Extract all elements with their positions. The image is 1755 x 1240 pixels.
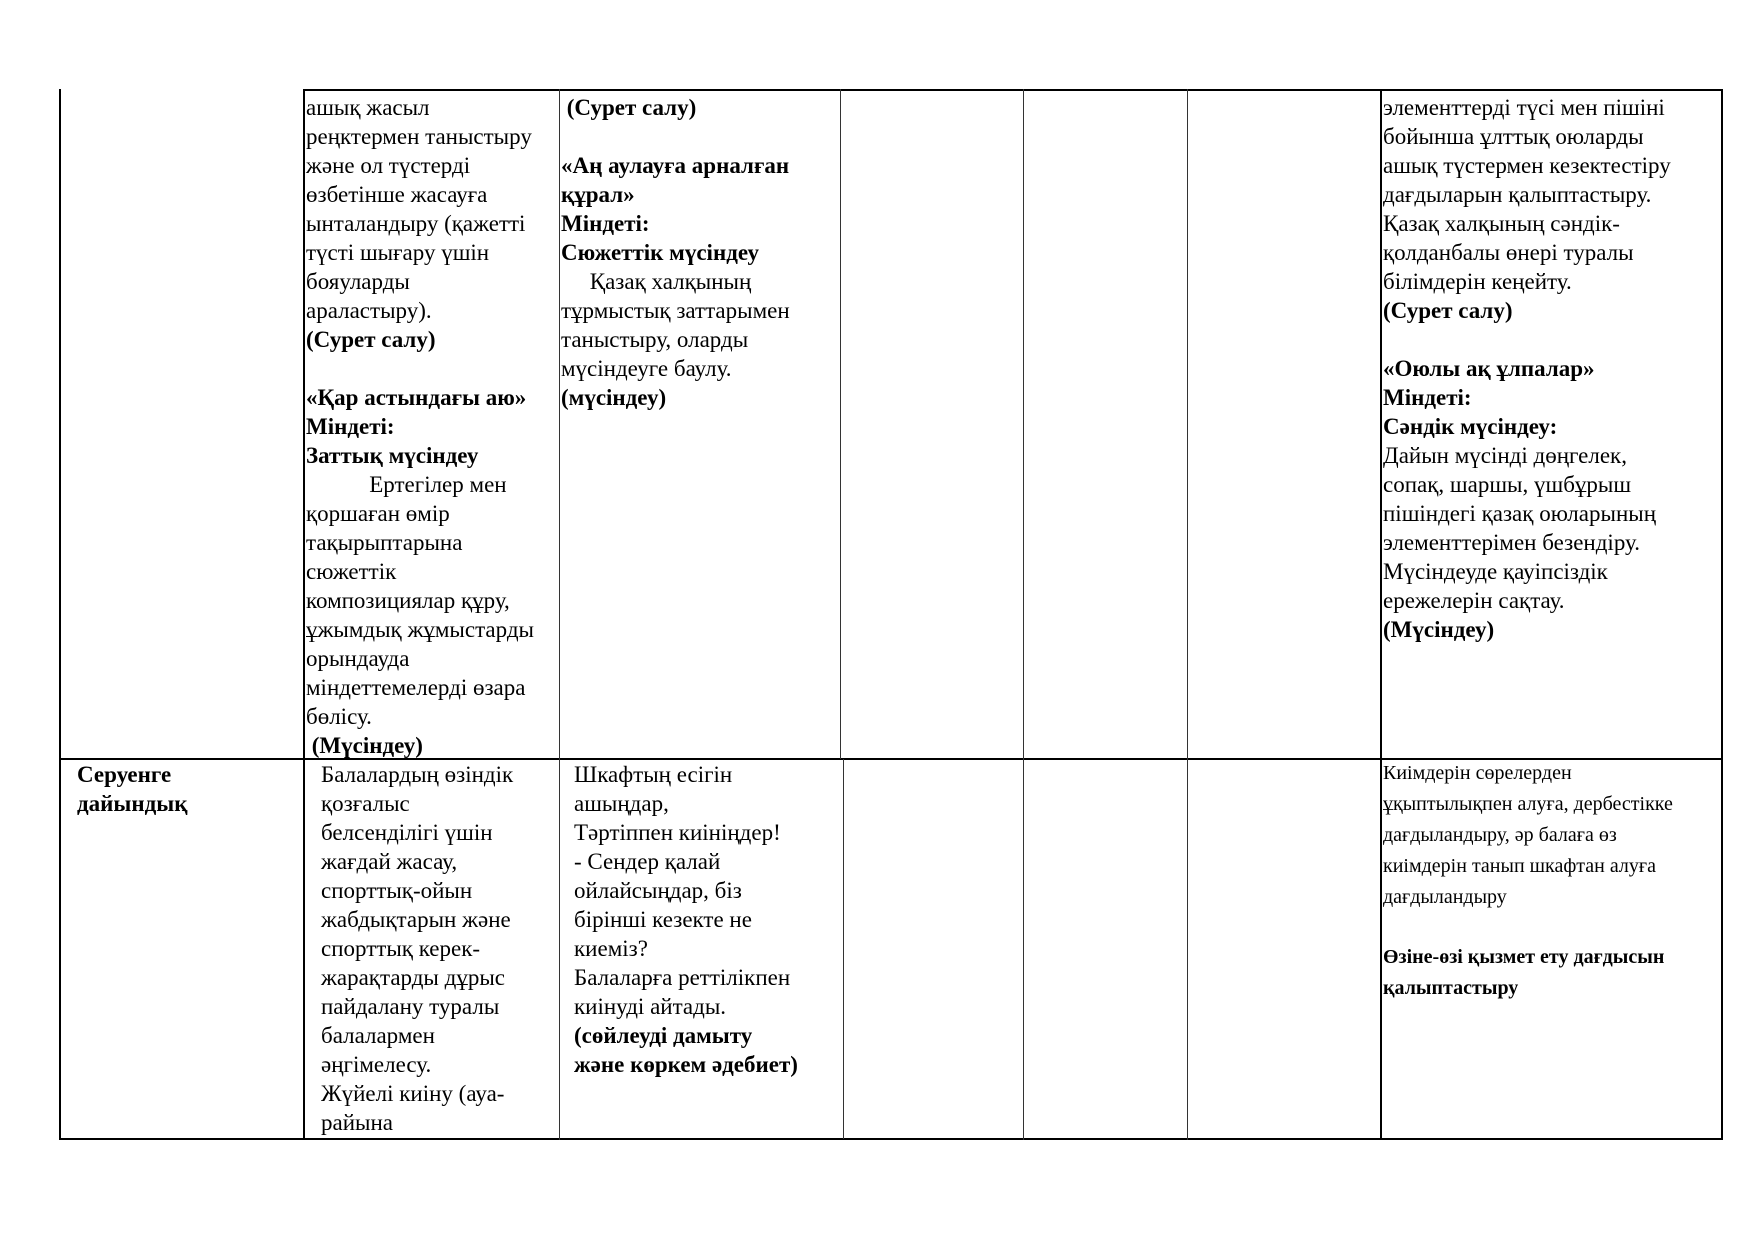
- text-line: өзбетінше жасауға: [306, 182, 488, 207]
- text-line: (Сурет салу): [1383, 298, 1513, 323]
- text-line: райына: [321, 1110, 393, 1135]
- text-line: Сәндік мүсіндеу:: [1383, 414, 1558, 439]
- text-line: (Сурет салу): [561, 95, 697, 120]
- text-line: Заттық мүсіндеу: [306, 443, 479, 468]
- text-line: Сюжеттік мүсіндеу: [561, 240, 759, 265]
- text-line: Тәртіппен киініңдер!: [574, 820, 781, 845]
- row2-col1-cell: [77, 760, 301, 818]
- text-line: бірінші кезекте не: [574, 907, 752, 932]
- text-line: қолданбалы өнері туралы: [1383, 240, 1634, 265]
- text-line: міндеттемелерді өзара: [306, 675, 526, 700]
- text-line: реңктермен таныстыру: [306, 124, 532, 149]
- text-line: қоршаған өмір: [306, 501, 450, 526]
- text-line: элементтерді түсі мен пішіні: [1383, 95, 1665, 120]
- text-line: Киімдерін сөрелерден: [1383, 762, 1572, 784]
- table-top-border: [303, 89, 1723, 91]
- text-line: пайдалану туралы: [321, 994, 500, 1019]
- text-line: ұжымдық жұмыстарды: [306, 617, 534, 642]
- text-line: қозғалыс: [321, 791, 410, 816]
- text-line: және ол түстерді: [306, 153, 471, 178]
- text-line: Қазақ халқының: [561, 269, 752, 294]
- text-line: жарақтарды дұрыс: [321, 965, 505, 990]
- text-line: дайындық: [77, 791, 188, 816]
- text-line: сюжеттік: [306, 559, 397, 584]
- text-line: [1383, 325, 1719, 354]
- row1-col3-cell: [561, 93, 839, 412]
- text-line: Ертегілер мен: [306, 472, 507, 497]
- text-line: Балаларға реттілікпен: [574, 965, 791, 990]
- text-line: (мүсіндеу): [561, 385, 667, 410]
- col-border-3b: [843, 759, 844, 1139]
- text-line: «Қар астындағы аю»: [306, 385, 527, 410]
- text-line: ашық жасыл: [306, 95, 430, 120]
- text-line: орындауда: [306, 646, 410, 671]
- text-line: киеміз?: [574, 936, 648, 961]
- text-line: [1383, 913, 1719, 942]
- text-line: дағдыландыру, әр балаға өз: [1383, 824, 1617, 846]
- col-border-right: [1721, 89, 1723, 1140]
- text-line: [306, 354, 558, 383]
- text-line: спорттық керек-: [321, 936, 481, 961]
- col-border-6: [1380, 89, 1382, 1140]
- text-line: ынталандыру (қажетті: [306, 211, 526, 236]
- text-line: (сөйлеуді дамыту: [574, 1023, 753, 1048]
- text-line: ұқыптылықпен алуға, дербестікке: [1383, 793, 1673, 815]
- text-line: - Сендер қалай: [574, 849, 721, 874]
- text-line: Міндеті:: [306, 414, 395, 439]
- text-line: білімдерін кеңейту.: [1383, 269, 1572, 294]
- table-bottom-border: [59, 1138, 1723, 1140]
- col-border-left: [59, 89, 61, 1140]
- text-line: құрал»: [561, 182, 635, 207]
- text-line: тұрмыстық заттарымен: [561, 298, 790, 323]
- text-line: араластыру).: [306, 298, 432, 323]
- col-border-2: [559, 89, 560, 1140]
- text-line: таныстыру, оларды: [561, 327, 749, 352]
- text-line: бөлісу.: [306, 704, 372, 729]
- text-line: ашыңдар,: [574, 791, 669, 816]
- text-line: спорттық-ойын: [321, 878, 473, 903]
- text-line: мүсіндеуге баулу.: [561, 356, 732, 381]
- text-line: балалармен: [321, 1023, 435, 1048]
- text-line: киінуді айтады.: [574, 994, 727, 1019]
- text-line: Жүйелі киіну (ауа-: [321, 1081, 505, 1106]
- text-line: қалыптастыру: [1383, 977, 1519, 999]
- text-line: сопақ, шаршы, үшбұрыш: [1383, 472, 1632, 497]
- text-line: композициялар құру,: [306, 588, 510, 613]
- text-line: бояуларды: [306, 269, 410, 294]
- text-line: ережелерін сақтау.: [1383, 588, 1565, 613]
- text-line: түсті шығару үшін: [306, 240, 490, 265]
- row2-col3-cell: [574, 760, 840, 1079]
- col-border-3a: [840, 89, 841, 759]
- text-line: дағдыларын қалыптастыру.: [1383, 182, 1652, 207]
- text-line: ашық түстермен кезектестіру: [1383, 153, 1671, 178]
- row1-col7-cell: [1383, 93, 1719, 644]
- row1-col2-cell: [306, 93, 558, 760]
- text-line: Өзіне-өзі қызмет ету дағдысын: [1383, 946, 1665, 968]
- text-line: Міндеті:: [561, 211, 650, 236]
- text-line: (Мүсіндеу): [1383, 617, 1495, 642]
- text-line: Шкафтың есігін: [574, 762, 733, 787]
- col-border-1: [303, 89, 305, 1140]
- text-line: әңгімелесу.: [321, 1052, 432, 1077]
- text-line: киімдерін танып шкафтан алуға: [1383, 855, 1656, 877]
- text-line: тақырыптарына: [306, 530, 463, 555]
- text-line: Дайын мүсінді дөңгелек,: [1383, 443, 1627, 468]
- col-border-4: [1023, 89, 1024, 1140]
- text-line: Балалардың өзіндік: [321, 762, 514, 787]
- text-line: жабдықтарын және: [321, 907, 511, 932]
- row2-col2-cell: [321, 760, 557, 1137]
- row2-col7-cell: [1383, 758, 1719, 1004]
- text-line: ойлайсыңдар, біз: [574, 878, 742, 903]
- text-line: дағдыландыру: [1383, 886, 1507, 908]
- text-line: жағдай жасау,: [321, 849, 458, 874]
- text-line: [561, 122, 839, 151]
- text-line: (Сурет салу): [306, 327, 436, 352]
- text-line: белсенділігі үшін: [321, 820, 493, 845]
- text-line: элементтерімен безендіру.: [1383, 530, 1640, 555]
- text-line: Қазақ халқының сәндік-: [1383, 211, 1620, 236]
- text-line: «Аң аулауға арналған: [561, 153, 790, 178]
- text-line: Міндеті:: [1383, 385, 1472, 410]
- text-line: пішіндегі қазақ оюларының: [1383, 501, 1657, 526]
- text-line: бойынша ұлттық оюларды: [1383, 124, 1644, 149]
- text-line: Серуенге: [77, 762, 172, 787]
- col-border-5: [1187, 89, 1188, 1140]
- text-line: Мүсіндеуде қауіпсіздік: [1383, 559, 1608, 584]
- text-line: «Оюлы ақ ұлпалар»: [1383, 356, 1595, 381]
- text-line: және көркем әдебиет): [574, 1052, 798, 1077]
- text-line: (Мүсіндеу): [306, 733, 423, 758]
